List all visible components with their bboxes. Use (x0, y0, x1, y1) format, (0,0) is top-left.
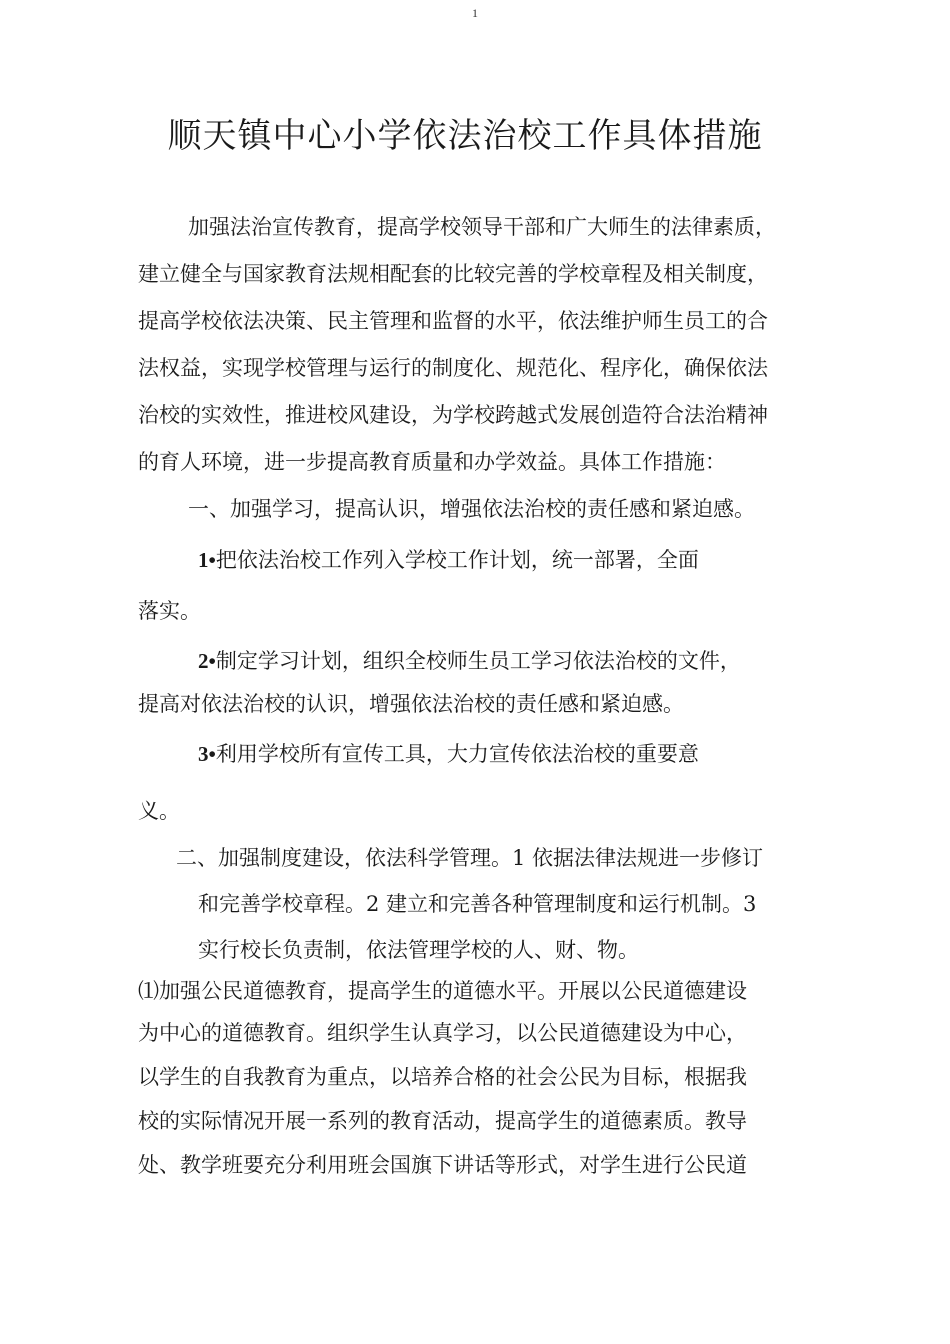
sub1-line: 处、教学班要充分利用班会国旗下讲话等形式，对学生进行公民道 (138, 1153, 747, 1177)
section2-line: 实行校长负责制，依法管理学校的人、财、物。 (198, 938, 639, 962)
item-number: 2• (198, 649, 216, 673)
section1-item2 (198, 646, 741, 676)
intro-line: 建立健全与国家教育法规相配套的比较完善的学校章程及相关制度， (138, 262, 768, 286)
page-number: 1 (472, 6, 478, 20)
section1-item2-cont: 提高对依法治校的认识，增强依法治校的责任感和紧迫感。 (138, 692, 684, 716)
section1-item1-cont: 落实。 (138, 599, 201, 623)
item-number: 1• (198, 548, 216, 572)
intro-line: 治校的实效性，推进校风建设，为学校跨越式发展创造符合法治精神 (138, 403, 768, 427)
section1-item1 (198, 545, 699, 575)
item-text: 制定学习计划，组织全校师生员工学习依法治校的文件， (215, 649, 741, 673)
item-text: 利用学校所有宣传工具，大力宣传依法治校的重要意 (215, 742, 699, 766)
intro-line: 的育人环境，进一步提高教育质量和办学效益。具体工作措施： (138, 450, 726, 474)
section1-item3-cont: 义。 (138, 799, 180, 823)
intro-line: 提高学校依法决策、民主管理和监督的水平，依法维护师生员工的合 (138, 309, 768, 333)
section2-line: 二、加强制度建设，依法科学管理。1 依据法律法规进一步修订 (176, 846, 764, 870)
document-title: 顺天镇中心小学依法治校工作具体措施 (167, 116, 763, 156)
sub1-line: 为中心的道德教育。组织学生认真学习，以公民道德建设为中心， (138, 1021, 747, 1045)
section1-heading: 一、加强学习，提高认识，增强依法治校的责任感和紧迫感。 (188, 497, 755, 521)
sub1-line: 以学生的自我教育为重点，以培养合格的社会公民为目标，根据我 (138, 1065, 747, 1089)
intro-line: 加强法治宣传教育，提高学校领导干部和广大师生的法律素质， (188, 215, 776, 239)
sub1-line: ⑴加强公民道德教育，提高学生的道德水平。开展以公民道德建设 (138, 979, 747, 1003)
section1-item3 (198, 739, 699, 769)
item-text: 把依法治校工作列入学校工作计划，统一部署，全面 (215, 548, 699, 572)
intro-line: 法权益，实现学校管理与运行的制度化、规范化、程序化，确保依法 (138, 356, 768, 380)
item-number: 3• (198, 742, 216, 766)
sub1-line: 校的实际情况开展一系列的教育活动，提高学生的道德素质。教导 (138, 1109, 747, 1133)
section2-line: 和完善学校章程。2 建立和完善各种管理制度和运行机制。3 (198, 892, 757, 916)
